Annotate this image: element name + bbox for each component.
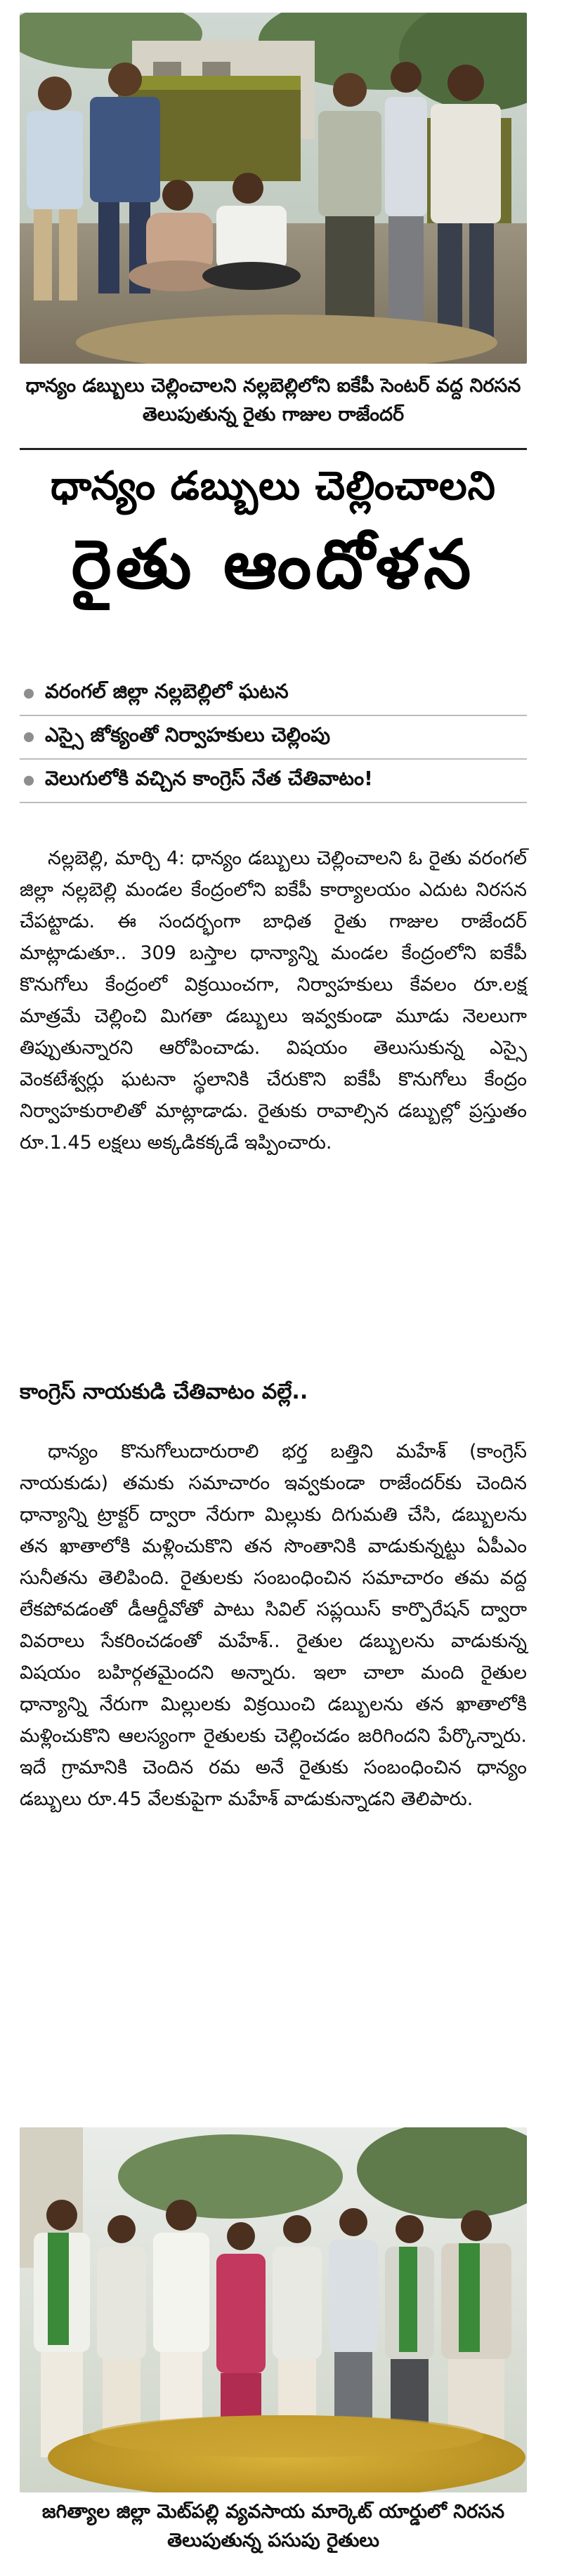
headline-line-2: రైతు ఆందోళన	[71, 525, 476, 604]
bottom-news-photo	[20, 2127, 527, 2492]
subhead-item	[20, 716, 527, 760]
divider-rule	[20, 448, 527, 450]
bullet-icon	[24, 689, 34, 699]
article-paragraph-1: నల్లబెల్లి, మార్చి 4: ధాన్యం డబ్బులు చెల్లించాలని ఓ రైతు వరంగల్ జిల్లా నల్లబెల్లి మండల కేంద్రంలోని ఐకేపీ కార్యాలయం ఎదుట నిరసన చేపట్టాడు. ఈ సందర్భంగా బాధిత రైతు గాజుల రాజేందర్ మాట్లాడుతూ.. 309 బస్తాల ధాన్యాన్ని మండల కేంద్రంలోని ఐకేపీ కొనుగోలు కేంద్రంలో విక్రయించగా, నిర్వాహకులు కేవలం రూ.లక్ష మాత్రమే చెల్లించి మిగతా డబ్బులు ఇవ్వకుండా మూడు నెలలుగా తిప్పుతున్నారని ఆరోపించాడు. విషయం తెలుసుకున్న ఎస్సై వెంకటేశ్వర్లు ఘటనా స్థలానికి చేరుకొని ఐకేపీ కొనుగోలు కేంద్రం నిర్వాహకురాలితో మాట్లాడాడు. రైతుకు రావాల్సిన డబ్బుల్లో ప్రస్తుతం రూ.1.45 లక్షలు అక్కడికక్కడే ఇప్పించారు.	[20, 847, 527, 1154]
section-heading: కాంగ్రెస్ నాయకుడి చేతివాటం వల్లే..	[20, 1380, 308, 1404]
bullet-icon	[24, 732, 34, 742]
top-photo-caption: ధాన్యం డబ్బులు చెల్లించాలని నల్లబెల్లిలోని ఐకేపీ సెంటర్ వద్ద నిరసన తెలుపుతున్న రైతు గాజుల రాజేందర్	[25, 375, 521, 425]
subhead-text: వెలుగులోకి వచ్చిన కాంగ్రెస్ నేత చేతివాటం!	[45, 767, 373, 790]
subhead-text: ఎస్సై జోక్యంతో నిర్వాహకులు చెల్లింపు	[45, 723, 331, 746]
bullet-icon	[24, 776, 34, 786]
subhead-item	[20, 760, 527, 803]
subhead-text: వరంగల్ జిల్లా నల్లబెల్లిలో ఘటన	[45, 680, 289, 703]
subhead-item	[20, 673, 527, 716]
article-paragraph-2: ధాన్యం కొనుగోలుదారురాలి భర్త బత్తిని మహేశ్ (కాంగ్రెస్ నాయకుడు) తమకు సమాచారం ఇవ్వకుండా రాజేందర్‌కు చెందిన ధాన్యాన్ని ట్రాక్టర్ ద్వారా నేరుగా మిల్లుకు దిగుమతి చేసి, డబ్బులను తన ఖాతాలోకి మళ్లించుకొని తన సొంతానికి వాడుకున్నట్టు ఏపీఎం సునీతను తెలిపింది. రైతులకు సంబంధించిన సమాచారం తమ వద్ద లేకపోవడంతో డీఆర్డీవోతో పాటు సివిల్ సప్లయిస్ కార్పొరేషన్ ద్వారా వివరాలు సేకరించడంతో మహేశ్.. రైతుల డబ్బులను వాడుకున్న విషయం బహిర్గతమైందని అన్నారు. ఇలా చాలా మంది రైతుల ధాన్యాన్ని నేరుగా మిల్లులకు విక్రయించి డబ్బులను తన ఖాతాలోకి మళ్లించుకొని ఆలస్యంగా రైతులకు చెల్లించడం జరిగిందని పేర్కొన్నారు. ఇదే గ్రామానికి చెందిన రమ అనే రైతుకు సంబంధించిన ధాన్యం డబ్బులు రూ.45 వేలకుపైగా మహేశ్ వాడుకున్నాడని తెలిపారు.	[20, 1441, 527, 1810]
headline-line-1: ధాన్యం డబ్బులు చెల్లించాలని	[50, 463, 496, 509]
top-news-photo	[20, 13, 527, 364]
subheads-list	[20, 673, 527, 803]
bottom-photo-caption: జగిత్యాల జిల్లా మెట్‌పల్లి వ్యవసాయ మార్కెట్ యార్డులో నిరసన తెలుపుతున్న పసుపు రైతులు	[41, 2501, 505, 2551]
